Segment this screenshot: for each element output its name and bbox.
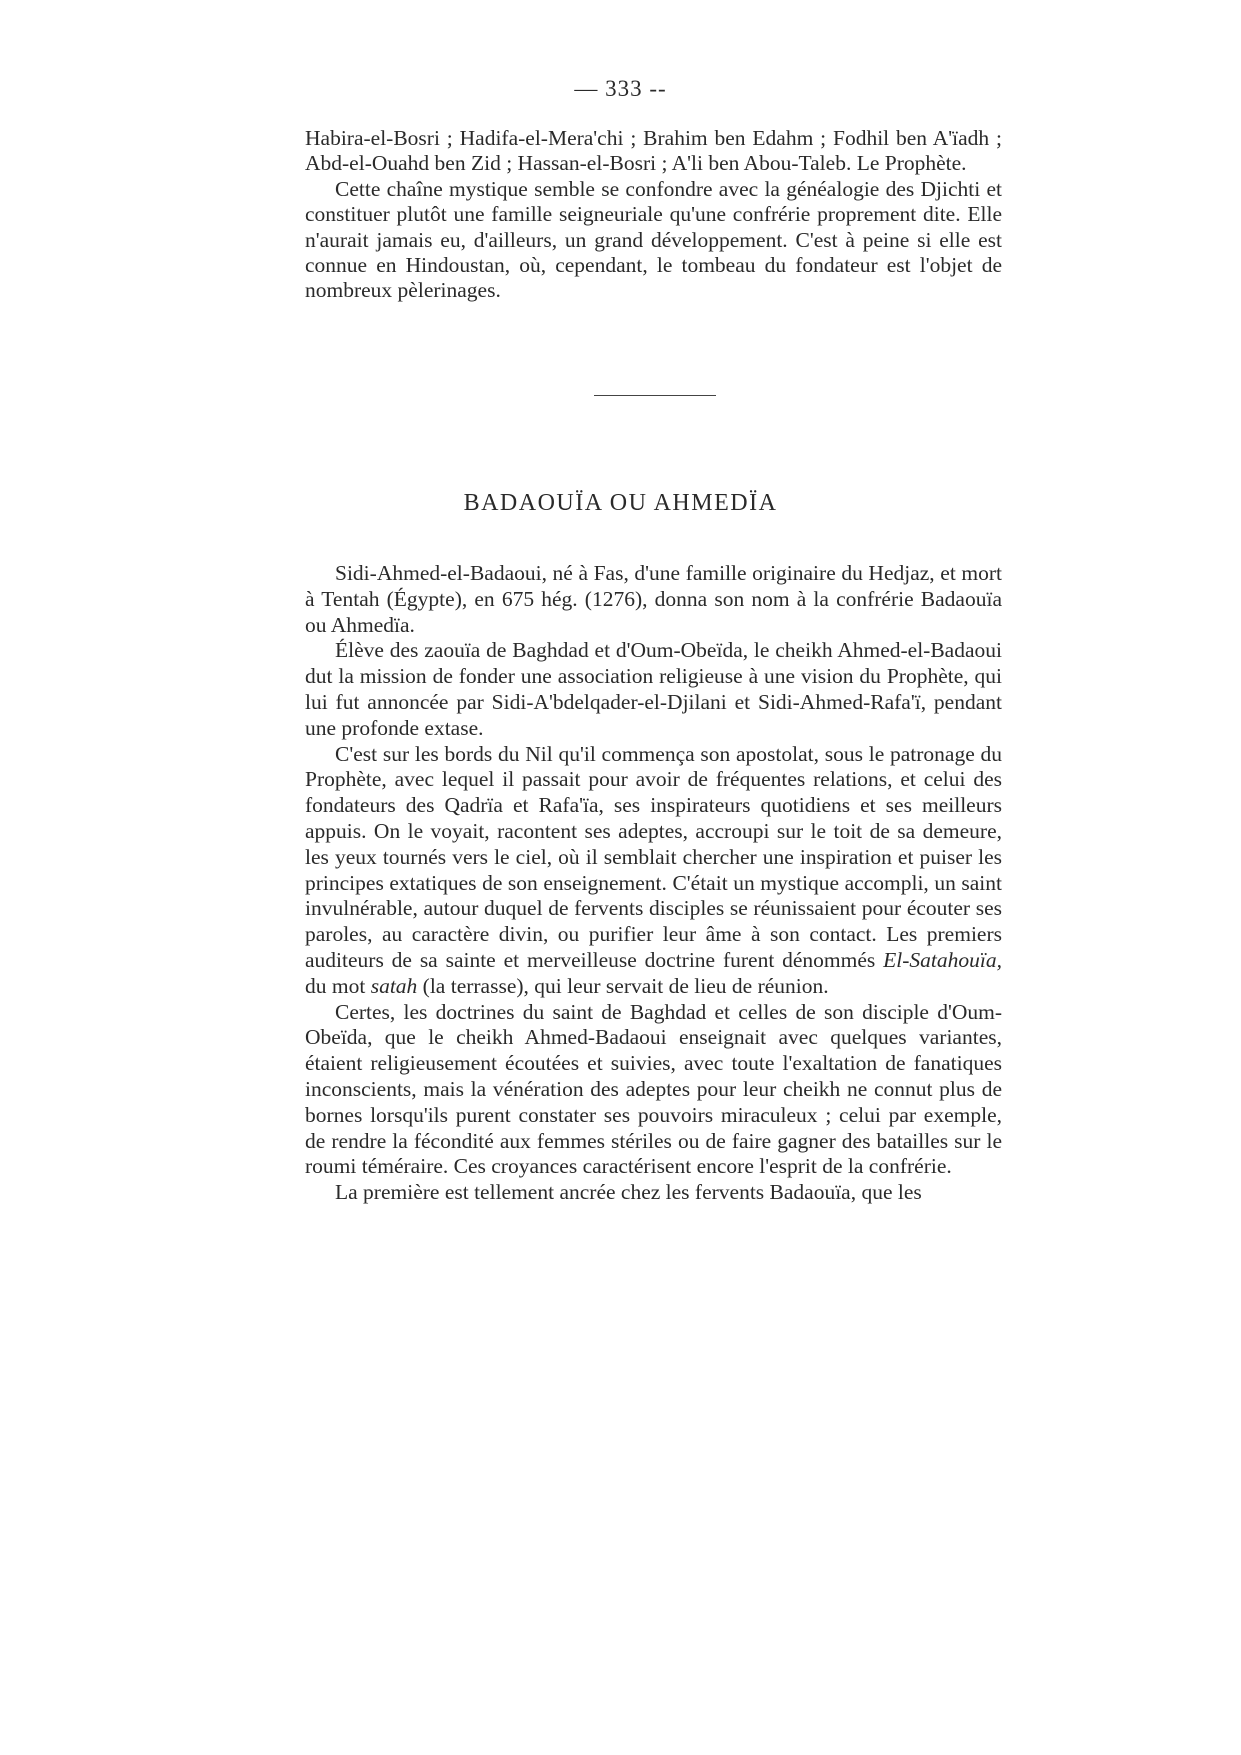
italic-term-satahouia: El-Satahouïa, — [883, 947, 1002, 972]
section-title: BADAOUÏA OU AHMEDÏA — [463, 490, 778, 516]
body-paragraph-3-text-b: du mot — [305, 973, 371, 998]
body-paragraph-1: Sidi-Ahmed-el-Badaoui, né à Fas, d'une famille originaire du Hedjaz, et mort à Tentah (Égypte), en 675 hég. (1276), donna son nom à la confrérie Badaouïa ou Ahmedïa. — [305, 561, 1002, 637]
body-paragraph-3-text-a: C'est sur les bords du Nil qu'il commença son apostolat, sous le patronage du Prophète, avec lequel il passait pour avoir de fréquentes relations, et celui des fondateurs des Qadrïa et Rafa'ïa, ses inspirateurs quotidiens et ses meilleurs appuis. On le voyait, racontent ses adeptes, accroupi sur le toit de sa demeure, les yeux tournés vers le ciel, où il semblait chercher une inspiration et puiser les principes extatiques de son enseignement. C'était un mystique accompli, un saint invulnérable, autour duquel de fervents disciples se réunissaient pour écouter ses paroles, au caractère divin, ou purifier leur âme à son contact. Les premiers auditeurs de sa sainte et merveilleuse doctrine furent dénommés — [305, 741, 1002, 972]
continued-text-block — [305, 126, 1002, 304]
body-paragraph-5: La première est tellement ancrée chez les fervents Badaouïa, que les — [335, 1180, 922, 1205]
italic-term-satah: satah — [370, 973, 418, 998]
section-separator-rule — [594, 395, 716, 396]
page-number: — 333 -- — [574, 76, 667, 101]
commentary-paragraph: Cette chaîne mystique semble se confondre avec la généalogie des Djichti et constituer plutôt une famille seigneuriale qu'une confrérie proprement dite. Elle n'aurait jamais eu, d'ailleurs, un grand développement. C'est à peine si elle est connue en Hindoustan, où, cependant, le tombeau du fondateur est l'objet de nombreux pèlerinages. — [305, 176, 1002, 303]
body-paragraph-2: Élève des zaouïa de Baghdad et d'Oum-Obeïda, le cheikh Ahmed-el-Badaoui dut la mission de fonder une association religieuse à une vision du Prophète, qui lui fut annoncée par Sidi-A'bdelqader-el-Djilani et Sidi-Ahmed-Rafa'ï, pendant une profonde extase. — [305, 638, 1002, 740]
lineage-paragraph: Habira-el-Bosri ; Hadifa-el-Mera'chi ; Brahim ben Edahm ; Fodhil ben A'ïadh ; Abd-el-Ouahd ben Zid ; Hassan-el-Bosri ; A'li ben Abou-Taleb. Le Prophète. — [305, 126, 1002, 176]
body-paragraph-3-text-c: (la terrasse), qui leur servait de lieu de réunion. — [417, 973, 829, 998]
body-paragraph-4: Certes, les doctrines du saint de Baghdad et celles de son disciple d'Oum-Obeïda, que le cheikh Ahmed-Badaoui enseignait avec quelques variantes, étaient religieusement écoutées et suivies, avec toute l'exaltation de fanatiques inconscients, mais la vénération des adeptes pour leur cheikh ne connut plus de bornes lorsqu'ils purent constater ses pouvoirs miraculeux ; celui par exemple, de rendre la fécondité aux femmes stériles ou de faire gagner des batailles sur le roumi téméraire. Ces croyances caractérisent encore l'esprit de la confrérie. — [305, 999, 1002, 1179]
body-paragraph-3 — [305, 742, 1002, 1000]
section-body — [305, 561, 1002, 1206]
